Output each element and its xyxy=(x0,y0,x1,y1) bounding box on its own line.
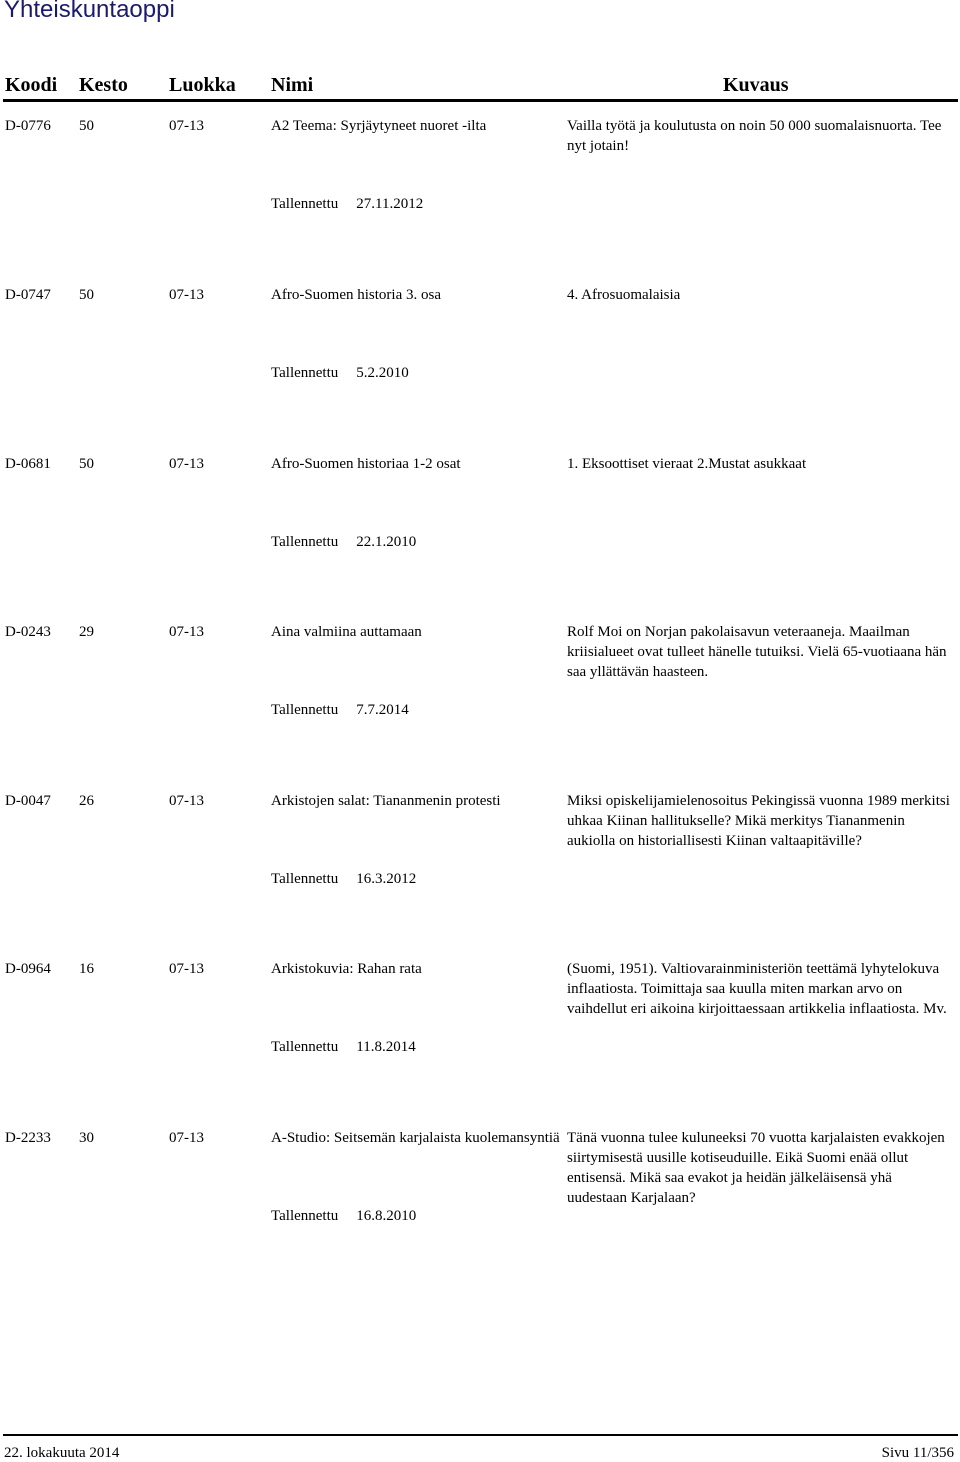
record-duration: 50 xyxy=(79,287,94,303)
program-record xyxy=(0,116,960,266)
saved-date: 5.2.2010 xyxy=(356,365,409,381)
record-duration: 29 xyxy=(79,624,94,640)
record-description: Tänä vuonna tulee kuluneeksi 70 vuotta karjalaisten evakkojen siirtymisestä uusille kotiseuduille. Eikä Suomi enää ollut entisensä. Mikä saa evakot ja heidän jälkeläisensä yhä uudestaan Karjalaan? xyxy=(567,1130,945,1206)
saved-date: 16.3.2012 xyxy=(356,871,417,887)
record-saved xyxy=(271,869,416,889)
program-record xyxy=(0,285,960,435)
saved-date: 22.1.2010 xyxy=(356,534,417,550)
record-code: D-0047 xyxy=(5,793,51,809)
record-duration: 26 xyxy=(79,793,94,809)
record-grade: 07-13 xyxy=(169,961,204,977)
record-duration: 50 xyxy=(79,118,94,134)
record-description: 1. Eksoottiset vieraat 2.Mustat asukkaat xyxy=(567,456,807,472)
record-saved xyxy=(271,1037,416,1057)
record-duration: 50 xyxy=(79,456,94,472)
program-record xyxy=(0,454,960,604)
record-code: D-0964 xyxy=(5,961,51,977)
saved-label: Tallennettu xyxy=(271,1208,339,1224)
saved-date: 7.7.2014 xyxy=(356,702,409,718)
record-saved xyxy=(271,1206,416,1226)
program-record xyxy=(0,1128,960,1278)
record-description: Vailla työtä ja koulutusta on noin 50 000 suomalaisnuorta. Tee nyt jotain! xyxy=(567,118,942,154)
saved-label: Tallennettu xyxy=(271,702,339,718)
record-duration: 30 xyxy=(79,1130,94,1146)
record-description: 4. Afrosuomalaisia xyxy=(567,287,681,303)
record-description: Rolf Moi on Norjan pakolaisavun veteraaneja. Maailman kriisialueet ovat tulleet hänelle tutuiksi. Vielä 65-vuotiaana hän saa yllättävän haasteen. xyxy=(567,624,947,680)
record-name: Afro-Suomen historia 3. osa xyxy=(271,287,441,303)
page-title: Yhteiskuntaoppi xyxy=(4,0,175,23)
saved-label: Tallennettu xyxy=(271,365,339,381)
header-divider xyxy=(3,99,958,102)
column-header-nimi: Nimi xyxy=(271,74,314,96)
record-name: Arkistojen salat: Tiananmenin protesti xyxy=(271,793,501,809)
column-header-kuvaus: Kuvaus xyxy=(723,74,789,96)
footer-page-number: Sivu 11/356 xyxy=(881,1445,954,1461)
record-code: D-0776 xyxy=(5,118,51,134)
footer-divider xyxy=(3,1434,958,1436)
record-name: Afro-Suomen historiaa 1-2 osat xyxy=(271,456,461,472)
record-description: Miksi opiskelijamielenosoitus Pekingissä vuonna 1989 merkitsi uhkaa Kiinan hallitukselle? Mikä merkitys Tiananmenin aukiolla on historiallisesti Kiinan valtaapitäville? xyxy=(567,793,950,849)
program-record xyxy=(0,791,960,941)
record-name: A2 Teema: Syrjäytyneet nuoret -ilta xyxy=(271,118,487,134)
record-grade: 07-13 xyxy=(169,624,204,640)
column-header-luokka: Luokka xyxy=(169,74,236,96)
saved-label: Tallennettu xyxy=(271,871,339,887)
column-header-koodi: Koodi xyxy=(5,74,58,96)
footer-date: 22. lokakuuta 2014 xyxy=(4,1445,120,1461)
record-grade: 07-13 xyxy=(169,118,204,134)
record-grade: 07-13 xyxy=(169,1130,204,1146)
record-grade: 07-13 xyxy=(169,456,204,472)
record-code: D-0747 xyxy=(5,287,51,303)
record-name: Aina valmiina auttamaan xyxy=(271,624,422,640)
record-name: Arkistokuvia: Rahan rata xyxy=(271,961,422,977)
saved-date: 16.8.2010 xyxy=(356,1208,417,1224)
record-code: D-2233 xyxy=(5,1130,51,1146)
column-header-kesto: Kesto xyxy=(79,74,128,96)
record-duration: 16 xyxy=(79,961,94,977)
record-saved xyxy=(271,363,409,383)
saved-label: Tallennettu xyxy=(271,1039,339,1055)
record-saved xyxy=(271,700,409,720)
record-name: A-Studio: Seitsemän karjalaista kuolemansyntiä xyxy=(271,1130,560,1146)
record-grade: 07-13 xyxy=(169,793,204,809)
saved-label: Tallennettu xyxy=(271,534,339,550)
program-record xyxy=(0,622,960,772)
saved-label: Tallennettu xyxy=(271,196,339,212)
record-grade: 07-13 xyxy=(169,287,204,303)
program-record xyxy=(0,959,960,1109)
record-description: (Suomi, 1951). Valtiovarainministeriön teettämä lyhytelokuva inflaatiosta. Toimittaja saa kuulla miten markan arvo on vaihdellut eri aikoina kirjoittaessaan artikkelia inflaatiosta. Mv. xyxy=(567,961,947,1017)
record-saved xyxy=(271,194,423,214)
saved-date: 11.8.2014 xyxy=(356,1039,416,1055)
record-code: D-0681 xyxy=(5,456,51,472)
saved-date: 27.11.2012 xyxy=(356,196,424,212)
record-code: D-0243 xyxy=(5,624,51,640)
record-saved xyxy=(271,532,416,552)
